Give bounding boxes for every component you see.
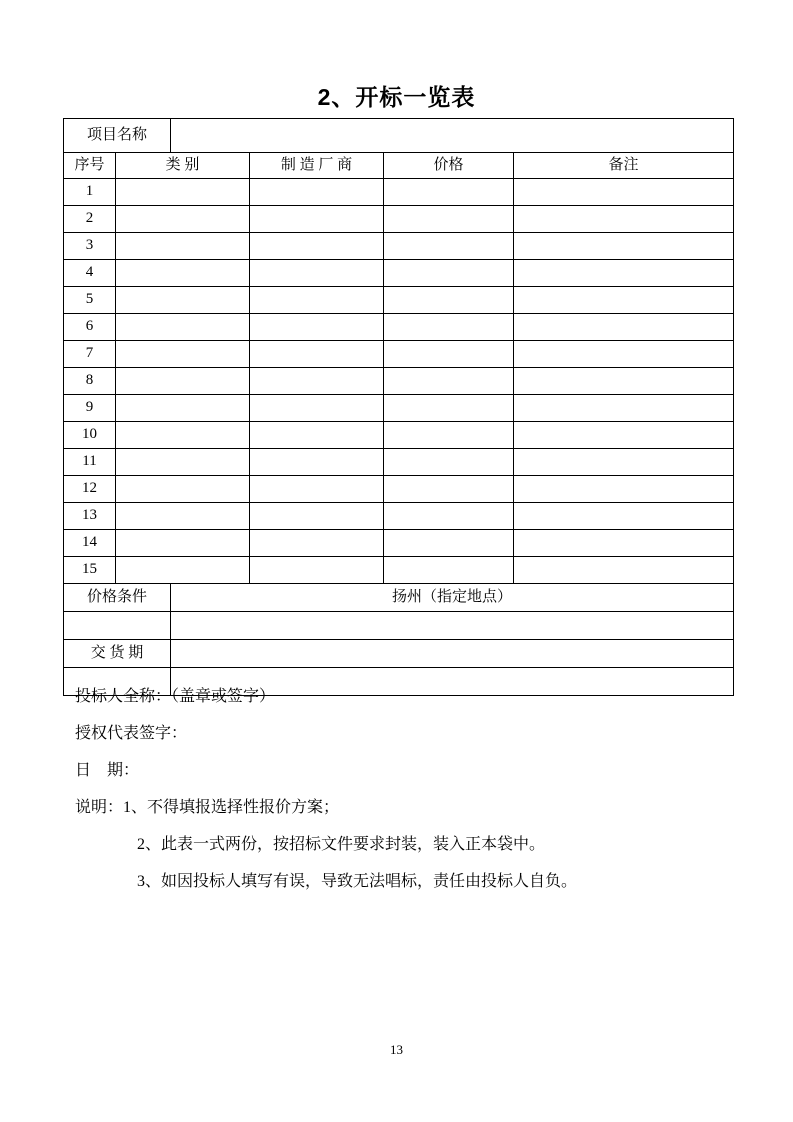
table-bottom-section xyxy=(64,584,734,696)
delivery-period-row xyxy=(64,640,734,668)
category-cell xyxy=(116,368,250,395)
table-row xyxy=(64,368,734,395)
remark-cell xyxy=(514,503,734,530)
price-cell xyxy=(384,530,514,557)
authorized-rep-line: 授权代表签字： xyxy=(75,725,188,742)
category-cell xyxy=(116,530,250,557)
price-cell xyxy=(384,449,514,476)
table-row xyxy=(64,314,734,341)
category-cell xyxy=(116,206,250,233)
category-cell xyxy=(116,557,250,584)
table-row xyxy=(64,557,734,584)
date-line: 日 期： xyxy=(75,762,140,779)
manufacturer-cell xyxy=(250,530,384,557)
col-header-manufacturer: 制 造 厂 商 xyxy=(250,153,384,179)
delivery-period-value xyxy=(171,640,734,668)
manufacturer-cell xyxy=(250,395,384,422)
price-cell xyxy=(384,368,514,395)
row-number-cell: 11 xyxy=(64,449,116,476)
table-row xyxy=(64,476,734,503)
table-row xyxy=(64,422,734,449)
note-item-2: 2、此表一式两份，按招标文件要求封装，装入正本袋中。 xyxy=(137,836,546,853)
data-rows-section xyxy=(64,179,734,584)
table-header-row xyxy=(64,153,734,179)
row-number-cell: 15 xyxy=(64,557,116,584)
project-name-label: 项目名称 xyxy=(64,119,171,153)
table-row xyxy=(64,206,734,233)
remark-cell xyxy=(514,422,734,449)
category-cell xyxy=(116,314,250,341)
col-header-category: 类 别 xyxy=(116,153,250,179)
remark-cell xyxy=(514,233,734,260)
row-number-cell: 4 xyxy=(64,260,116,287)
row-number-cell: 10 xyxy=(64,422,116,449)
row-number-cell: 12 xyxy=(64,476,116,503)
table-row xyxy=(64,179,734,206)
category-cell xyxy=(116,260,250,287)
empty-row xyxy=(64,612,734,640)
price-condition-label: 价格条件 xyxy=(64,584,171,612)
remark-cell xyxy=(514,530,734,557)
remark-cell xyxy=(514,557,734,584)
category-cell xyxy=(116,287,250,314)
price-cell xyxy=(384,341,514,368)
row-number-cell: 1 xyxy=(64,179,116,206)
manufacturer-cell xyxy=(250,557,384,584)
manufacturer-cell xyxy=(250,368,384,395)
price-cell xyxy=(384,233,514,260)
manufacturer-cell xyxy=(250,503,384,530)
notes-line-1 xyxy=(75,798,577,818)
notes-line-2 xyxy=(75,835,577,855)
bidder-name-line: 投标人全称：（盖章或签字） xyxy=(75,688,276,705)
table-row xyxy=(64,233,734,260)
table-row xyxy=(64,341,734,368)
category-cell xyxy=(116,395,250,422)
table-row xyxy=(64,395,734,422)
category-cell xyxy=(116,233,250,260)
remark-cell xyxy=(514,314,734,341)
note-item-3: 3、如因投标人填写有误，导致无法唱标，责任由投标人自负。 xyxy=(137,873,578,890)
remark-cell xyxy=(514,395,734,422)
price-cell xyxy=(384,314,514,341)
table-row xyxy=(64,260,734,287)
category-cell xyxy=(116,476,250,503)
manufacturer-cell xyxy=(250,449,384,476)
manufacturer-cell xyxy=(250,287,384,314)
row-number-cell: 5 xyxy=(64,287,116,314)
price-condition-row xyxy=(64,584,734,612)
row-number-cell: 9 xyxy=(64,395,116,422)
remark-cell xyxy=(514,449,734,476)
row-number-cell: 13 xyxy=(64,503,116,530)
manufacturer-cell xyxy=(250,476,384,503)
manufacturer-cell xyxy=(250,260,384,287)
table-row xyxy=(64,449,734,476)
category-cell xyxy=(116,449,250,476)
bid-opening-table xyxy=(63,118,734,696)
price-cell xyxy=(384,503,514,530)
remark-cell xyxy=(514,179,734,206)
remark-cell xyxy=(514,206,734,233)
manufacturer-cell xyxy=(250,179,384,206)
category-cell xyxy=(116,422,250,449)
row-number-cell: 6 xyxy=(64,314,116,341)
table-row xyxy=(64,530,734,557)
price-cell xyxy=(384,476,514,503)
price-cell xyxy=(384,260,514,287)
empty-value-cell xyxy=(171,612,734,640)
note-item-1: 1、不得填报选择性报价方案； xyxy=(123,799,340,816)
table-row xyxy=(64,503,734,530)
notes-line-3 xyxy=(75,872,577,892)
remark-cell xyxy=(514,368,734,395)
row-number-cell: 7 xyxy=(64,341,116,368)
row-number-cell: 14 xyxy=(64,530,116,557)
manufacturer-cell xyxy=(250,341,384,368)
manufacturer-cell xyxy=(250,422,384,449)
page-title: 2、开标一览表 xyxy=(317,84,476,110)
table-row xyxy=(64,287,734,314)
row-number-cell: 8 xyxy=(64,368,116,395)
remark-cell xyxy=(514,260,734,287)
row-number-cell: 2 xyxy=(64,206,116,233)
price-cell xyxy=(384,422,514,449)
price-cell xyxy=(384,179,514,206)
col-header-remark: 备注 xyxy=(514,153,734,179)
price-cell xyxy=(384,206,514,233)
remark-cell xyxy=(514,341,734,368)
category-cell xyxy=(116,503,250,530)
project-name-value xyxy=(171,119,734,153)
manufacturer-cell xyxy=(250,233,384,260)
remark-cell xyxy=(514,476,734,503)
project-name-row xyxy=(64,119,734,153)
manufacturer-cell xyxy=(250,314,384,341)
price-condition-value: 扬州（指定地点） xyxy=(171,584,734,612)
manufacturer-cell xyxy=(250,206,384,233)
remark-cell xyxy=(514,287,734,314)
empty-label-cell xyxy=(64,612,171,640)
col-header-no: 序号 xyxy=(64,153,116,179)
signature-and-notes-block xyxy=(75,687,577,909)
price-cell xyxy=(384,557,514,584)
price-cell xyxy=(384,395,514,422)
row-number-cell: 3 xyxy=(64,233,116,260)
notes-label: 说明： xyxy=(75,799,124,816)
delivery-period-label: 交 货 期 xyxy=(64,640,171,668)
category-cell xyxy=(116,179,250,206)
col-header-price: 价格 xyxy=(384,153,514,179)
category-cell xyxy=(116,341,250,368)
page-number: 13 xyxy=(390,1042,403,1057)
price-cell xyxy=(384,287,514,314)
table-top-section xyxy=(64,119,734,179)
